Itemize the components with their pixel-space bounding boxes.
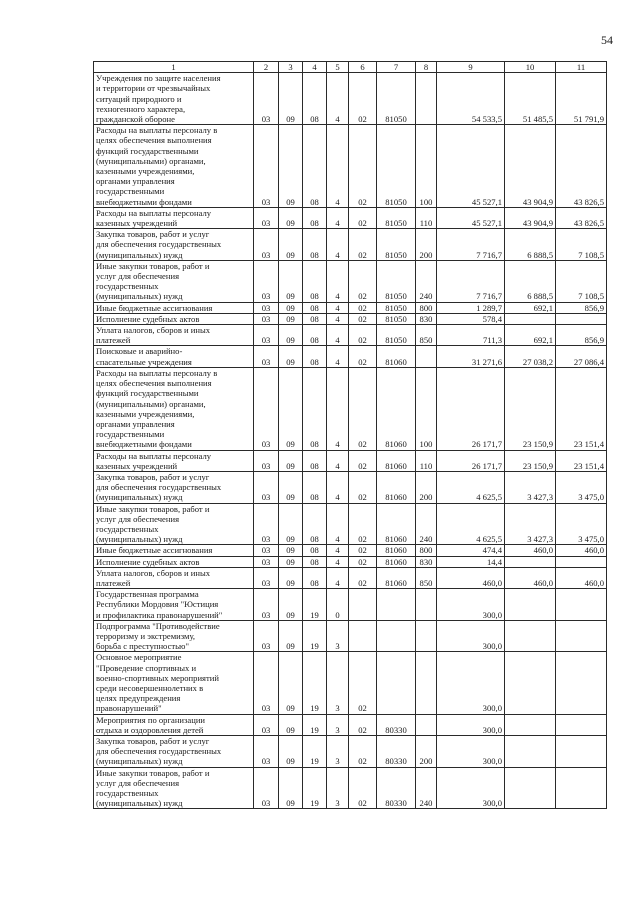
- measure-code-cell: 02: [349, 714, 377, 735]
- amount-year2-cell: 3 427,3: [505, 471, 556, 503]
- subprogram-code-cell: 3: [327, 652, 349, 714]
- program-code-cell: 08: [303, 346, 327, 367]
- amount-year1-cell: 300,0: [437, 767, 505, 809]
- amount-year1-cell: 300,0: [437, 589, 505, 621]
- table-row: [94, 567, 607, 588]
- direction-code-cell: 81050: [377, 325, 416, 346]
- item-name-cell: Расходы на выплаты персоналу казенных учреждений: [94, 207, 254, 228]
- item-name-cell: Уплата налогов, сборов и иных платежей: [94, 567, 254, 588]
- item-name-cell: Иные закупки товаров, работ и услуг для обеспечения государственных (муниципальных) нужд: [94, 503, 254, 545]
- amount-year1-cell: 4 625,5: [437, 503, 505, 545]
- direction-code-cell: 81050: [377, 125, 416, 208]
- section-code-cell: 09: [279, 736, 303, 768]
- program-code-cell: 19: [303, 620, 327, 652]
- direction-code-cell: [377, 620, 416, 652]
- section-code-cell: 09: [279, 450, 303, 471]
- measure-code-cell: 02: [349, 73, 377, 125]
- item-name-cell: Мероприятия по организации отдыха и оздоровления детей: [94, 714, 254, 735]
- table-row: [94, 325, 607, 346]
- item-name-cell: Иные закупки товаров, работ и услуг для обеспечения государственных (муниципальных) нужд: [94, 767, 254, 809]
- amount-year1-cell: 4 625,5: [437, 471, 505, 503]
- section-code-cell: 09: [279, 567, 303, 588]
- program-code-cell: 08: [303, 471, 327, 503]
- subprogram-code-cell: 4: [327, 471, 349, 503]
- program-code-cell: 19: [303, 714, 327, 735]
- section-code-cell: 09: [279, 325, 303, 346]
- amount-year3-cell: 23 151,4: [556, 450, 607, 471]
- measure-code-cell: 02: [349, 346, 377, 367]
- item-name-cell: Уплата налогов, сборов и иных платежей: [94, 325, 254, 346]
- direction-code-cell: 81060: [377, 567, 416, 588]
- measure-code-cell: 02: [349, 471, 377, 503]
- direction-code-cell: 81060: [377, 346, 416, 367]
- program-code-cell: 08: [303, 567, 327, 588]
- amount-year3-cell: 856,9: [556, 302, 607, 313]
- item-name-cell: Подпрограмма "Противодействие терроризму и экстремизму, борьба с преступностью": [94, 620, 254, 652]
- measure-code-cell: 02: [349, 567, 377, 588]
- table-row: [94, 229, 607, 261]
- amount-year2-cell: [505, 767, 556, 809]
- header-cell: 6: [349, 62, 377, 73]
- direction-code-cell: 80330: [377, 736, 416, 768]
- program-code-cell: 08: [303, 125, 327, 208]
- amount-year1-cell: 14,4: [437, 556, 505, 567]
- item-name-cell: Учреждения по защите населения и территории от чрезвычайных ситуаций природного и техногенного характера, гражданской обороне: [94, 73, 254, 125]
- ministry-code-cell: 03: [254, 325, 279, 346]
- subprogram-code-cell: 4: [327, 450, 349, 471]
- expense-type-code-cell: 200: [416, 471, 437, 503]
- ministry-code-cell: 03: [254, 556, 279, 567]
- item-name-cell: Исполнение судебных актов: [94, 313, 254, 324]
- direction-code-cell: 81050: [377, 207, 416, 228]
- expense-type-code-cell: [416, 620, 437, 652]
- direction-code-cell: [377, 652, 416, 714]
- expense-type-code-cell: 240: [416, 260, 437, 302]
- section-code-cell: 09: [279, 714, 303, 735]
- measure-code-cell: 02: [349, 260, 377, 302]
- table-row: [94, 620, 607, 652]
- item-name-cell: Иные закупки товаров, работ и услуг для обеспечения государственных (муниципальных) нужд: [94, 260, 254, 302]
- amount-year3-cell: 3 475,0: [556, 471, 607, 503]
- header-cell: 1: [94, 62, 254, 73]
- program-code-cell: 08: [303, 207, 327, 228]
- expense-type-code-cell: [416, 589, 437, 621]
- ministry-code-cell: 03: [254, 302, 279, 313]
- table-row: [94, 73, 607, 125]
- expense-type-code-cell: 830: [416, 556, 437, 567]
- section-code-cell: 09: [279, 471, 303, 503]
- subprogram-code-cell: 4: [327, 313, 349, 324]
- table-row: [94, 545, 607, 556]
- ministry-code-cell: 03: [254, 207, 279, 228]
- amount-year3-cell: [556, 589, 607, 621]
- measure-code-cell: 02: [349, 503, 377, 545]
- measure-code-cell: 02: [349, 652, 377, 714]
- ministry-code-cell: 03: [254, 503, 279, 545]
- item-name-cell: Исполнение судебных актов: [94, 556, 254, 567]
- table-row: [94, 313, 607, 324]
- amount-year1-cell: 54 533,5: [437, 73, 505, 125]
- program-code-cell: 19: [303, 589, 327, 621]
- ministry-code-cell: 03: [254, 652, 279, 714]
- amount-year2-cell: 43 904,9: [505, 125, 556, 208]
- direction-code-cell: 81050: [377, 73, 416, 125]
- program-code-cell: 19: [303, 736, 327, 768]
- amount-year2-cell: 51 485,5: [505, 73, 556, 125]
- table-row: [94, 736, 607, 768]
- subprogram-code-cell: 3: [327, 714, 349, 735]
- table-row: [94, 207, 607, 228]
- subprogram-code-cell: 4: [327, 73, 349, 125]
- header-cell: 5: [327, 62, 349, 73]
- amount-year2-cell: [505, 589, 556, 621]
- expense-type-code-cell: 110: [416, 450, 437, 471]
- subprogram-code-cell: 4: [327, 567, 349, 588]
- amount-year1-cell: 7 716,7: [437, 229, 505, 261]
- table-body: [94, 73, 607, 809]
- expense-type-code-cell: 800: [416, 302, 437, 313]
- program-code-cell: 08: [303, 545, 327, 556]
- amount-year1-cell: 1 289,7: [437, 302, 505, 313]
- amount-year1-cell: 300,0: [437, 736, 505, 768]
- ministry-code-cell: 03: [254, 367, 279, 450]
- section-code-cell: 09: [279, 652, 303, 714]
- amount-year3-cell: 51 791,9: [556, 73, 607, 125]
- table-row: [94, 471, 607, 503]
- amount-year3-cell: [556, 736, 607, 768]
- header-cell: 11: [556, 62, 607, 73]
- ministry-code-cell: 03: [254, 229, 279, 261]
- direction-code-cell: 81060: [377, 367, 416, 450]
- ministry-code-cell: 03: [254, 714, 279, 735]
- amount-year3-cell: 43 826,5: [556, 207, 607, 228]
- ministry-code-cell: 03: [254, 767, 279, 809]
- direction-code-cell: 81050: [377, 229, 416, 261]
- section-code-cell: 09: [279, 125, 303, 208]
- subprogram-code-cell: 4: [327, 207, 349, 228]
- ministry-code-cell: 03: [254, 620, 279, 652]
- amount-year3-cell: 23 151,4: [556, 367, 607, 450]
- amount-year2-cell: [505, 652, 556, 714]
- amount-year2-cell: 23 150,9: [505, 367, 556, 450]
- measure-code-cell: 02: [349, 767, 377, 809]
- ministry-code-cell: 03: [254, 450, 279, 471]
- section-code-cell: 09: [279, 207, 303, 228]
- direction-code-cell: 81050: [377, 302, 416, 313]
- amount-year3-cell: 3 475,0: [556, 503, 607, 545]
- program-code-cell: 08: [303, 229, 327, 261]
- amount-year2-cell: 6 888,5: [505, 229, 556, 261]
- subprogram-code-cell: 4: [327, 325, 349, 346]
- header-cell: 3: [279, 62, 303, 73]
- amount-year1-cell: 26 171,7: [437, 450, 505, 471]
- amount-year1-cell: 578,4: [437, 313, 505, 324]
- program-code-cell: 08: [303, 556, 327, 567]
- amount-year1-cell: 45 527,1: [437, 125, 505, 208]
- item-name-cell: Иные бюджетные ассигнования: [94, 545, 254, 556]
- amount-year1-cell: 300,0: [437, 620, 505, 652]
- amount-year3-cell: [556, 313, 607, 324]
- amount-year3-cell: 27 086,4: [556, 346, 607, 367]
- measure-code-cell: 02: [349, 125, 377, 208]
- section-code-cell: 09: [279, 589, 303, 621]
- measure-code-cell: 02: [349, 545, 377, 556]
- ministry-code-cell: 03: [254, 125, 279, 208]
- section-code-cell: 09: [279, 302, 303, 313]
- program-code-cell: 08: [303, 313, 327, 324]
- direction-code-cell: 80330: [377, 714, 416, 735]
- item-name-cell: Государственная программа Республики Мордовия "Юстиция и профилактика правонарушений": [94, 589, 254, 621]
- section-code-cell: 09: [279, 620, 303, 652]
- ministry-code-cell: 03: [254, 545, 279, 556]
- subprogram-code-cell: 4: [327, 229, 349, 261]
- item-name-cell: Расходы на выплаты персоналу в целях обеспечения выполнения функций государственными (муниципальными) органами, казенными учреждениями, органами управления государственными внебюджетными фондами: [94, 367, 254, 450]
- measure-code-cell: 02: [349, 302, 377, 313]
- section-code-cell: 09: [279, 346, 303, 367]
- section-code-cell: 09: [279, 229, 303, 261]
- item-name-cell: Закупка товаров, работ и услуг для обеспечения государственных (муниципальных) нужд: [94, 471, 254, 503]
- direction-code-cell: [377, 589, 416, 621]
- amount-year2-cell: 43 904,9: [505, 207, 556, 228]
- amount-year3-cell: 460,0: [556, 567, 607, 588]
- direction-code-cell: 81060: [377, 556, 416, 567]
- item-name-cell: Закупка товаров, работ и услуг для обеспечения государственных (муниципальных) нужд: [94, 229, 254, 261]
- expense-type-code-cell: 240: [416, 767, 437, 809]
- measure-code-cell: 02: [349, 367, 377, 450]
- header-cell: 7: [377, 62, 416, 73]
- amount-year2-cell: [505, 714, 556, 735]
- header-cell: 8: [416, 62, 437, 73]
- table-row: [94, 714, 607, 735]
- section-code-cell: 09: [279, 73, 303, 125]
- amount-year2-cell: 3 427,3: [505, 503, 556, 545]
- item-name-cell: Расходы на выплаты персоналу в целях обеспечения выполнения функций государственными (муниципальными) органами, казенными учреждениями, органами управления государственными внебюджетными фондами: [94, 125, 254, 208]
- program-code-cell: 08: [303, 325, 327, 346]
- section-code-cell: 09: [279, 767, 303, 809]
- section-code-cell: 09: [279, 313, 303, 324]
- subprogram-code-cell: 0: [327, 589, 349, 621]
- expense-type-code-cell: 240: [416, 503, 437, 545]
- ministry-code-cell: 03: [254, 567, 279, 588]
- amount-year3-cell: [556, 620, 607, 652]
- expense-type-code-cell: [416, 73, 437, 125]
- direction-code-cell: 81060: [377, 450, 416, 471]
- amount-year2-cell: [505, 313, 556, 324]
- expense-type-code-cell: 100: [416, 367, 437, 450]
- expense-type-code-cell: [416, 714, 437, 735]
- amount-year2-cell: 460,0: [505, 567, 556, 588]
- amount-year3-cell: 7 108,5: [556, 260, 607, 302]
- budget-table: [93, 61, 607, 809]
- table-row: [94, 125, 607, 208]
- amount-year1-cell: 460,0: [437, 567, 505, 588]
- amount-year1-cell: 26 171,7: [437, 367, 505, 450]
- table-row: [94, 346, 607, 367]
- section-code-cell: 09: [279, 260, 303, 302]
- subprogram-code-cell: 3: [327, 767, 349, 809]
- direction-code-cell: 81050: [377, 313, 416, 324]
- subprogram-code-cell: 4: [327, 545, 349, 556]
- ministry-code-cell: 03: [254, 260, 279, 302]
- amount-year3-cell: [556, 714, 607, 735]
- section-code-cell: 09: [279, 367, 303, 450]
- table-row: [94, 767, 607, 809]
- direction-code-cell: 81060: [377, 545, 416, 556]
- measure-code-cell: 02: [349, 229, 377, 261]
- expense-type-code-cell: 110: [416, 207, 437, 228]
- expense-type-code-cell: 100: [416, 125, 437, 208]
- subprogram-code-cell: 4: [327, 556, 349, 567]
- amount-year3-cell: 856,9: [556, 325, 607, 346]
- subprogram-code-cell: 4: [327, 346, 349, 367]
- header-cell: 4: [303, 62, 327, 73]
- measure-code-cell: 02: [349, 207, 377, 228]
- item-name-cell: Закупка товаров, работ и услуг для обеспечения государственных (муниципальных) нужд: [94, 736, 254, 768]
- section-code-cell: 09: [279, 503, 303, 545]
- direction-code-cell: 81050: [377, 260, 416, 302]
- subprogram-code-cell: 4: [327, 125, 349, 208]
- table-row: [94, 367, 607, 450]
- amount-year3-cell: 7 108,5: [556, 229, 607, 261]
- amount-year3-cell: 43 826,5: [556, 125, 607, 208]
- program-code-cell: 08: [303, 260, 327, 302]
- program-code-cell: 08: [303, 302, 327, 313]
- item-name-cell: Расходы на выплаты персоналу казенных учреждений: [94, 450, 254, 471]
- section-code-cell: 09: [279, 545, 303, 556]
- subprogram-code-cell: 3: [327, 620, 349, 652]
- measure-code-cell: 02: [349, 736, 377, 768]
- expense-type-code-cell: 200: [416, 736, 437, 768]
- ministry-code-cell: 03: [254, 73, 279, 125]
- subprogram-code-cell: 3: [327, 736, 349, 768]
- table-row: [94, 302, 607, 313]
- subprogram-code-cell: 4: [327, 503, 349, 545]
- measure-code-cell: 02: [349, 325, 377, 346]
- subprogram-code-cell: 4: [327, 367, 349, 450]
- ministry-code-cell: 03: [254, 736, 279, 768]
- ministry-code-cell: 03: [254, 313, 279, 324]
- amount-year2-cell: 692,1: [505, 302, 556, 313]
- program-code-cell: 19: [303, 767, 327, 809]
- measure-code-cell: 02: [349, 450, 377, 471]
- amount-year1-cell: 711,3: [437, 325, 505, 346]
- direction-code-cell: 80330: [377, 767, 416, 809]
- table-row: [94, 589, 607, 621]
- measure-code-cell: [349, 620, 377, 652]
- program-code-cell: 08: [303, 503, 327, 545]
- amount-year2-cell: [505, 736, 556, 768]
- amount-year2-cell: 23 150,9: [505, 450, 556, 471]
- expense-type-code-cell: 850: [416, 567, 437, 588]
- expense-type-code-cell: 200: [416, 229, 437, 261]
- direction-code-cell: 81060: [377, 471, 416, 503]
- amount-year3-cell: 460,0: [556, 545, 607, 556]
- direction-code-cell: 81060: [377, 503, 416, 545]
- header-cell: 10: [505, 62, 556, 73]
- header-cell: 2: [254, 62, 279, 73]
- amount-year2-cell: 6 888,5: [505, 260, 556, 302]
- expense-type-code-cell: 850: [416, 325, 437, 346]
- ministry-code-cell: 03: [254, 471, 279, 503]
- subprogram-code-cell: 4: [327, 302, 349, 313]
- item-name-cell: Основное мероприятие "Проведение спортивных и военно-спортивных мероприятий среди несовершеннолетних в целях предупреждения правонарушений": [94, 652, 254, 714]
- measure-code-cell: [349, 589, 377, 621]
- amount-year3-cell: [556, 767, 607, 809]
- page-number: 54: [601, 33, 613, 47]
- program-code-cell: 08: [303, 450, 327, 471]
- section-code-cell: 09: [279, 556, 303, 567]
- table-row: [94, 450, 607, 471]
- amount-year3-cell: [556, 652, 607, 714]
- table-row: [94, 652, 607, 714]
- amount-year2-cell: 27 038,2: [505, 346, 556, 367]
- program-code-cell: 08: [303, 73, 327, 125]
- table-row: [94, 503, 607, 545]
- header-row: [94, 62, 607, 73]
- amount-year2-cell: 460,0: [505, 545, 556, 556]
- amount-year3-cell: [556, 556, 607, 567]
- measure-code-cell: 02: [349, 556, 377, 567]
- program-code-cell: 08: [303, 367, 327, 450]
- expense-type-code-cell: 830: [416, 313, 437, 324]
- ministry-code-cell: 03: [254, 346, 279, 367]
- amount-year1-cell: 45 527,1: [437, 207, 505, 228]
- table-row: [94, 260, 607, 302]
- amount-year2-cell: 692,1: [505, 325, 556, 346]
- ministry-code-cell: 03: [254, 589, 279, 621]
- item-name-cell: Иные бюджетные ассигнования: [94, 302, 254, 313]
- expense-type-code-cell: 800: [416, 545, 437, 556]
- amount-year1-cell: 7 716,7: [437, 260, 505, 302]
- amount-year1-cell: 300,0: [437, 652, 505, 714]
- amount-year2-cell: [505, 556, 556, 567]
- subprogram-code-cell: 4: [327, 260, 349, 302]
- header-cell: 9: [437, 62, 505, 73]
- expense-type-code-cell: [416, 346, 437, 367]
- amount-year1-cell: 300,0: [437, 714, 505, 735]
- amount-year1-cell: 31 271,6: [437, 346, 505, 367]
- item-name-cell: Поисковые и аварийно- спасательные учреждения: [94, 346, 254, 367]
- measure-code-cell: 02: [349, 313, 377, 324]
- amount-year1-cell: 474,4: [437, 545, 505, 556]
- program-code-cell: 19: [303, 652, 327, 714]
- table-row: [94, 556, 607, 567]
- amount-year2-cell: [505, 620, 556, 652]
- expense-type-code-cell: [416, 652, 437, 714]
